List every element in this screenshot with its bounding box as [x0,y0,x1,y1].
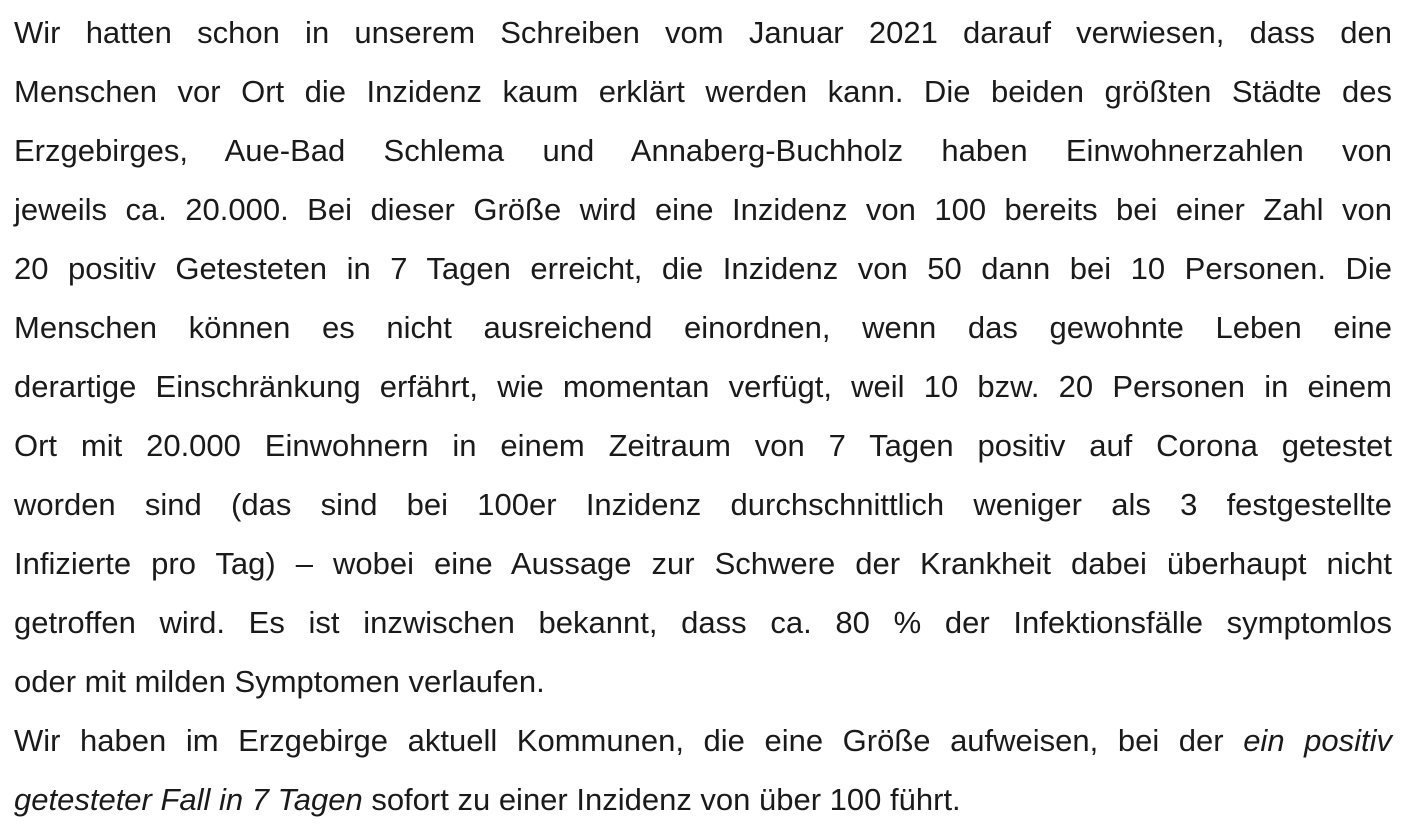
paragraph-2 [14,711,1392,829]
text-line: Menschen können es nicht ausreichend einordnen, wenn das gewohnte Leben eine [14,310,1392,345]
text-line: getroffen wird. Es ist inzwischen bekannt, dass ca. 80 % der Infektionsfälle symptomlos [14,605,1392,640]
text-line: oder mit milden Symptomen verlaufen. [14,664,545,699]
text-line: Ort mit 20.000 Einwohnern in einem Zeitraum von 7 Tagen positiv auf Corona getestet [14,428,1392,463]
text-line: worden sind (das sind bei 100er Inzidenz durchschnittlich weniger als 3 festgestellte [14,487,1392,522]
text-line: 20 positiv Getesteten in 7 Tagen erreicht, die Inzidenz von 50 dann bei 10 Personen. Die [14,251,1392,286]
text-plain: sofort zu einer Inzidenz von über 100 führt. [362,782,961,817]
text-line: derartige Einschränkung erfährt, wie momentan verfügt, weil 10 bzw. 20 Personen in einem [14,369,1392,404]
text-line: jeweils ca. 20.000. Bei dieser Größe wird eine Inzidenz von 100 bereits bei einer Zahl von [14,192,1392,227]
text-line: Wir hatten schon in unserem Schreiben vom Januar 2021 darauf verwiesen, dass den [14,15,1392,50]
text-line [14,711,1392,770]
paragraph-1 [14,0,1392,711]
text-italic: getesteter Fall in 7 Tagen [14,782,363,817]
text-line: Erzgebirges, Aue-Bad Schlema und Annaberg-Buchholz haben Einwohnerzahlen von [14,133,1392,168]
text-line: Menschen vor Ort die Inzidenz kaum erklärt werden kann. Die beiden größten Städte des [14,74,1392,109]
text-italic: ein positiv [1243,723,1393,758]
text-plain: Wir haben im Erzgebirge aktuell Kommunen, die eine Größe aufweisen, bei der [14,723,1244,758]
document-page [14,0,1392,829]
text-line [14,770,1392,829]
text-line: Infizierte pro Tag) – wobei eine Aussage zur Schwere der Krankheit dabei überhaupt nicht [14,546,1392,581]
